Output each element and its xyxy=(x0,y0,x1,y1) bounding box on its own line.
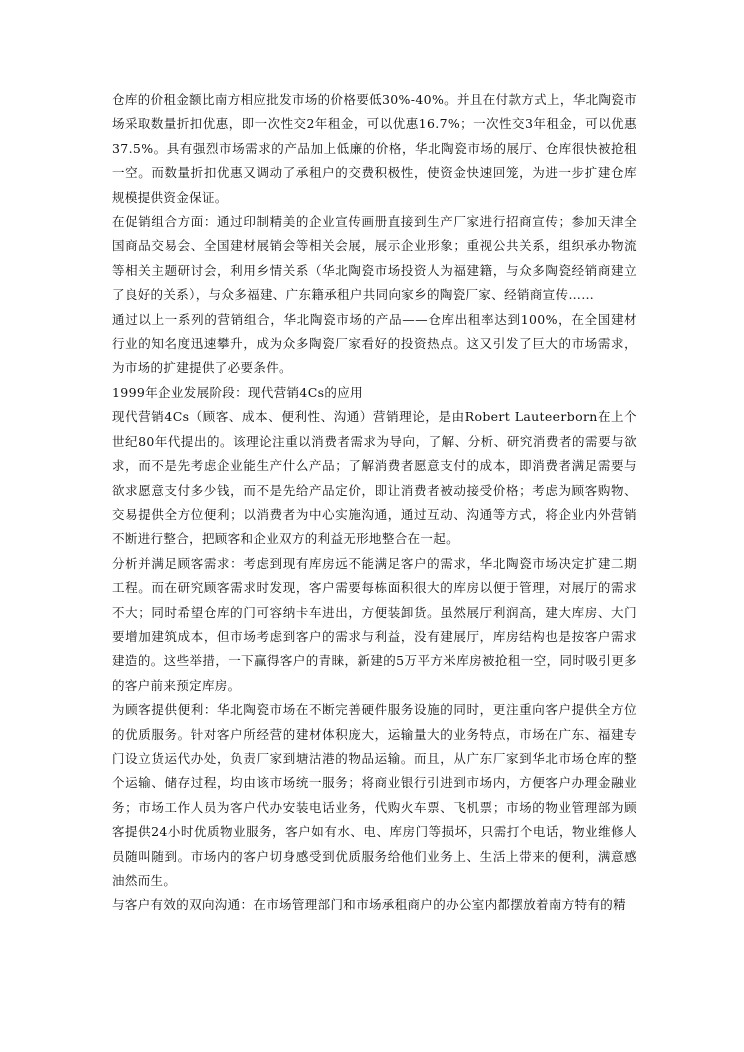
paragraph-communication: 与客户有效的双向沟通：在市场管理部门和市场承租商户的办公室内都摆放着南方特有的精 xyxy=(112,897,627,913)
paragraph-price-discount: 仓库的价租金额比南方相应批发市场的价格要低30%-40%。并且在付款方式上，华北陶瓷市场采取数量折扣优惠，即一次性交2年租金，可以优惠16.7%；一次性交3年租金，可以优惠37.5%。具有强烈市场需求的产品加上低廉的价格，华北陶瓷市场的展厅、仓库很快被抢租一空。而数量折扣优惠又调动了承租户的交费积极性，使资金快速回笼，为进一步扩建仓库规模提供资金保证。 xyxy=(112,92,637,205)
section-heading-1999-stage: 1999年企业发展阶段：现代营销4Cs的应用 xyxy=(112,384,363,400)
paragraph-marketing-results: 通过以上一系列的营销组合，华北陶瓷市场的产品——仓库出租率达到100%，在全国建材行业的知名度迅速攀升，成为众多陶瓷厂家看好的投资热点。这又引发了巨大的市场需求，为市场的扩建提供了必要条件。 xyxy=(112,311,637,376)
document-body xyxy=(112,88,637,918)
paragraph-convenience: 为顾客提供便利：华北陶瓷市场在不断完善硬件服务设施的同时，更注重向客户提供全方位的优质服务。针对客户所经营的建材体积庞大，运输量大的业务特点，市场在广东、福建专门设立货运代办处，负责厂家到塘沽港的物品运输。而且，从广东厂家到华北市场仓库的整个运输、储存过程，均由该市场统一服务；将商业银行引进到市场内，方便客户办理金融业务；市场工作人员为客户代办安装电话业务，代购火车票、飞机票；市场的物业管理部为顾客提供24小时优质物业服务，客户如有水、电、库房门等损坏，只需打个电话，物业维修人员随叫随到。市场内的客户切身感受到优质服务给他们业务上、生活上带来的便利，满意感油然而生。 xyxy=(112,702,637,888)
paragraph-promotion-mix: 在促销组合方面：通过印制精美的企业宣传画册直接到生产厂家进行招商宣传；参加天津全国商品交易会、全国建材展销会等相关会展，展示企业形象；重视公共关系，组织承办物流等相关主题研讨会，利用乡情关系（华北陶瓷市场投资人为福建籍，与众多陶瓷经销商建立了良好的关系），与众多福建、广东籍承租户共同向家乡的陶瓷厂家、经销商宣传…… xyxy=(112,214,637,303)
paragraph-4cs-theory: 现代营销4Cs（顾客、成本、便利性、沟通）营销理论，是由Robert Lauteerborn在上个世纪80年代提出的。该理论注重以消费者需求为导向，了解、分析、研究消费者的需要与欲求，而不是先考虑企业能生产什么产品；了解消费者愿意支付的成本，即消费者满足需要与欲求愿意支付多少钱，而不是先给产品定价，即让消费者被动接受价格；考虑为顾客购物、交易提供全方位便利；以消费者为中心实施沟通，通过互动、沟通等方式，将企业内外营销不断进行整合，把顾客和企业双方的利益无形地整合在一起。 xyxy=(112,409,637,547)
paragraph-customer-needs: 分析并满足顾客需求：考虑到现有库房远不能满足客户的需求，华北陶瓷市场决定扩建二期工程。而在研究顾客需求时发现，客户需要每栋面积很大的库房以便于管理，对展厅的需求不大；同时希望仓库的门可容纳卡车进出，方便装卸货。虽然展厅利润高，建大库房、大门要增加建筑成本，但市场考虑到客户的需求与利益，没有建展厅，库房结构也是按客户需求建造的。这些举措，一下赢得客户的青睐，新建的5万平方米库房被抢租一空，同时吸引更多的客户前来预定库房。 xyxy=(112,555,637,693)
